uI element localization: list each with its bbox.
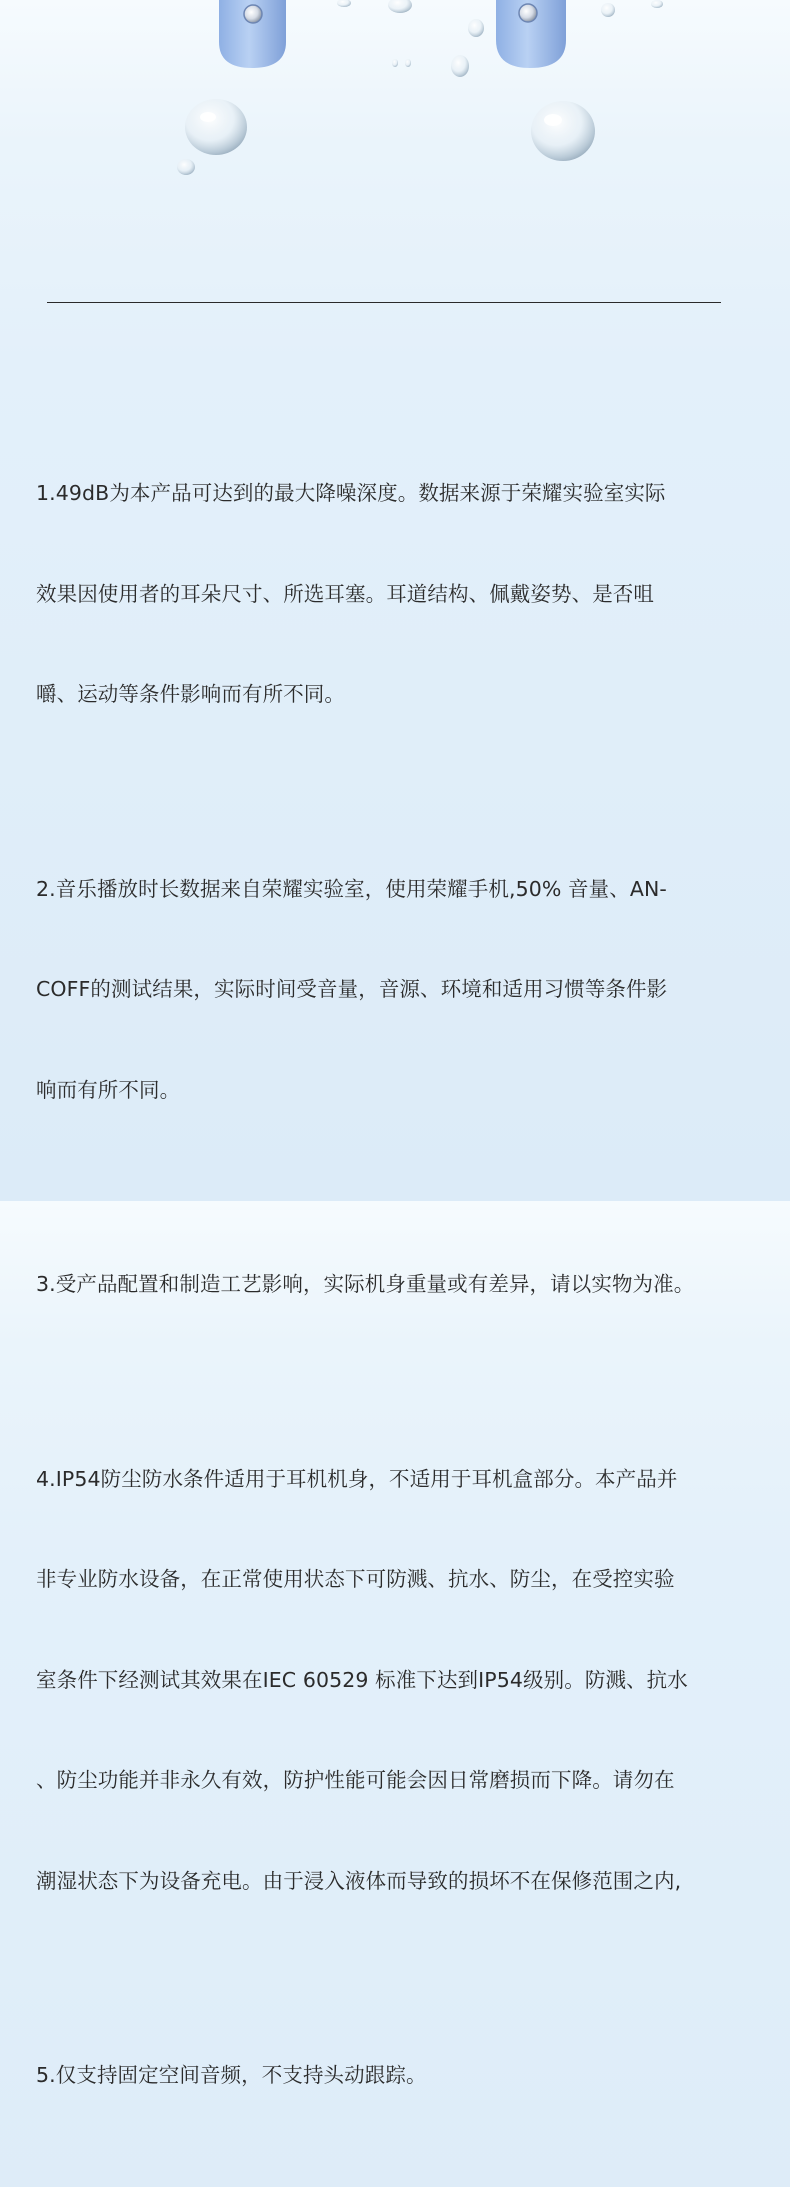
- hero-image: [0, 0, 790, 270]
- disclaimer-notes: [36, 410, 756, 2187]
- note-line: 、防尘功能并非永久有效，防护性能可能会因日常磨损而下降。请勿在: [36, 1768, 675, 1792]
- earbuds-illustration: [0, 0, 790, 270]
- note-line: 3.受产品配置和制造工艺影响，实际机身重量或有差异，请以实物为准。: [36, 1272, 695, 1296]
- note-line: 潮湿状态下为设备充电。由于浸入液体而导致的损坏不在保修范围之内,: [36, 1868, 682, 1893]
- note-2: [36, 806, 756, 1175]
- note-line: 效果因使用者的耳朵尺寸、所选耳塞。耳道结构、佩戴姿势、是否咀: [36, 581, 654, 606]
- note-line: 2.音乐播放时长数据来自荣耀实验室，使用荣耀手机,50% 音量、AN-: [36, 876, 667, 901]
- note-4: [36, 1396, 756, 1966]
- note-line: COFF的测试结果，实际时间受音量，音源、环境和适用习惯等条件影: [36, 977, 668, 1001]
- note-line: 室条件下经测试其效果在IEC 60529 标准下达到IP54级别。防溅、抗水: [36, 1667, 688, 1692]
- note-line: 响而有所不同。: [36, 1077, 181, 1102]
- note-line: 非专业防水设备，在正常使用状态下可防溅、抗水、防尘，在受控实验: [36, 1567, 675, 1591]
- note-line: 5.仅支持固定空间音频，不支持头动跟踪。: [36, 2063, 427, 2087]
- section-divider: [47, 302, 721, 303]
- note-5: [36, 1992, 756, 2160]
- note-line: 4.IP54防尘防水条件适用于耳机机身，不适用于耳机盒部分。本产品并: [36, 1466, 678, 1491]
- left-earbud: [219, 0, 286, 68]
- right-earbud: [496, 0, 566, 68]
- note-line: 1.49dB为本产品可达到的最大降噪深度。数据来源于荣耀实验室实际: [36, 481, 666, 505]
- note-1: [36, 410, 756, 779]
- note-line: 嚼、运动等条件影响而有所不同。: [36, 682, 345, 706]
- note-3: [36, 1201, 756, 1369]
